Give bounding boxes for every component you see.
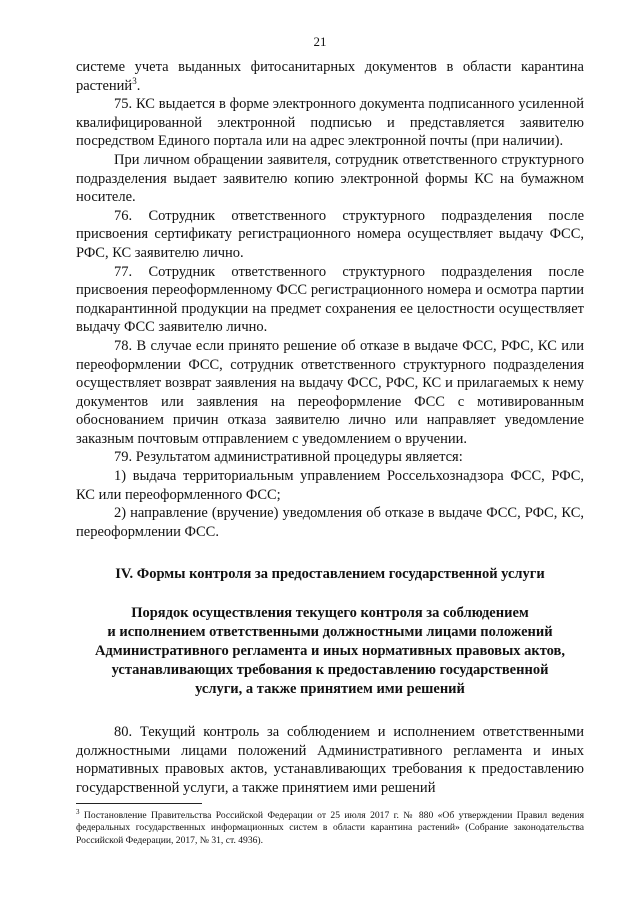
paragraph-punctuation: . <box>136 77 141 94</box>
footnote-text: Постановление Правительства Российской Федерации от 25 июля 2017 г. № 880 «Об утверждении Правил ведения федеральных государственных информационных систем в области карантина растений» (Собрание законодательства Российской Федерации, 2017, № 31, ст. 4936). <box>76 810 584 846</box>
footnote-reference[interactable]: 3 <box>132 75 137 86</box>
page-number: 21 <box>313 34 327 49</box>
paragraph-75: 75. КС выдается в форме электронного документа подписанного усиленной квалифицированной электронной подписью и представляется заявителю посредством Единого портала или на адрес электронной почты (при наличии). <box>76 96 584 150</box>
paragraph-79-item-2: 2) направление (вручение) уведомления об отказе в выдаче ФСС, РФС, КС, переоформлении ФСС. <box>76 505 584 540</box>
subsection-heading-line: и исполнением ответственными должностными лицами положений <box>107 624 553 641</box>
footnote-mark: 3 <box>76 807 80 816</box>
subsection-heading-line: Порядок осуществления текущего контроля за соблюдением <box>131 605 529 622</box>
document-body <box>76 58 584 797</box>
paragraph-77: 77. Сотрудник ответственного структурного подразделения после присвоения переоформленному ФСС регистрационного номера и осмотра партии подкарантинной продукции на предмет сохранения ее целостности осуществляет выдачу ФСС заявителю лично. <box>76 263 584 336</box>
paragraph-80: 80. Текущий контроль за соблюдением и исполнением ответственными должностными лицами положений Административного регламента и иных нормативных правовых актов, устанавливающих требования к предоставлению государственной услуги, а также принятием ими решений <box>76 724 584 796</box>
section-heading: IV. Формы контроля за предоставлением государственной услуги <box>115 566 545 583</box>
paragraph-78: 78. В случае если принято решение об отказе в выдаче ФСС, РФС, КС или переоформлении ФСС, сотрудник ответственного структурного подразделения осуществляет возврат заявления на выдачу ФСС, РФС, КС и прилагаемых к нему документов или заявления на переоформление ФСС с мотивированным обоснованием причин отказа заявителю лично или направляет уведомление заказным почтовым отправлением с уведомлением о вручении. <box>76 337 584 447</box>
subsection-heading-line: услуги, а также принятием ими решений <box>195 681 465 698</box>
subsection-heading-line: Административного регламента и иных нормативных правовых актов, <box>94 643 566 660</box>
paragraph-79: 79. Результатом административной процедуры является: <box>114 449 463 466</box>
paragraph-text: системе учета выданных фитосанитарных документов в области карантина растений <box>76 59 584 94</box>
paragraph-79-item-1: 1) выдача территориальным управлением Россельхознадзора ФСС, РФС, КС или переоформленного ФСС; <box>76 468 584 503</box>
subsection-heading-line: устанавливающих требования к предоставлению государственной <box>111 662 549 679</box>
footnote-divider <box>76 803 202 804</box>
subsection-heading <box>76 604 584 699</box>
paragraph-75-in-person: При личном обращении заявителя, сотрудник ответственного структурного подразделения выдает заявителю копию электронной формы КС на бумажном носителе. <box>76 151 584 206</box>
paragraph-76: 76. Сотрудник ответственного структурного подразделения после присвоения сертификату регистрационного номера осуществляет выдачу ФСС, РФС, КС заявителю лично. <box>76 207 584 261</box>
paragraph-continuation <box>76 58 584 95</box>
footnote <box>76 807 584 847</box>
